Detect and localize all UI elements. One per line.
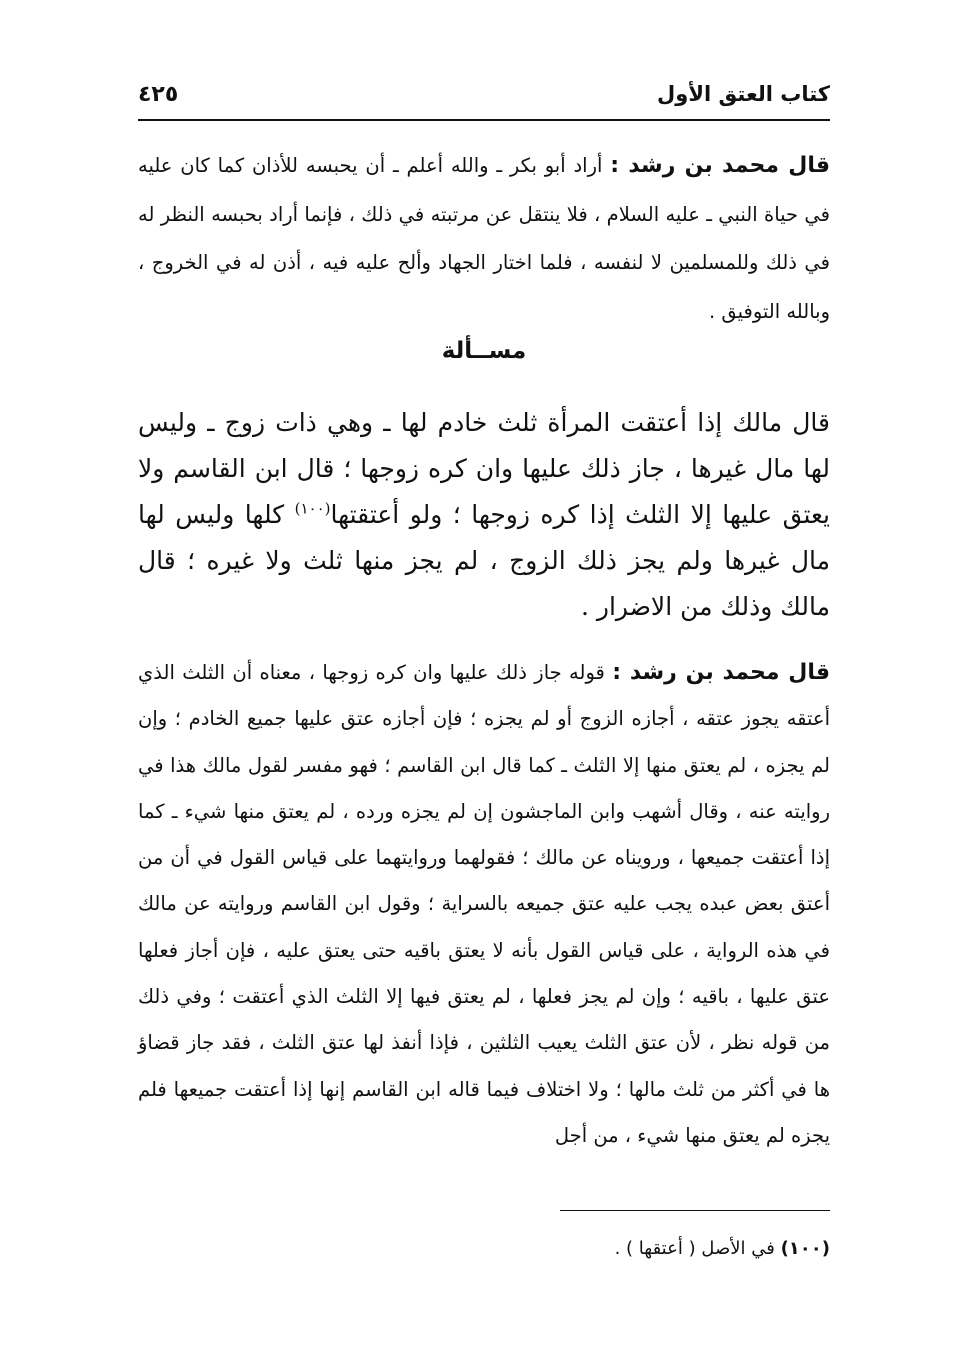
chapter-title: كتاب العتق الأول: [657, 82, 830, 106]
paragraph-text: أراد أبو بكر ـ والله أعلم ـ أن يحبسه للأذان كما كان عليه في حياة النبي ـ عليه السلام ، فلا ينتقل عن مرتبته في ذلك ، فإنما أراد بحبسه النظر له في ذلك وللمسلمين لا لنفسه ، فلما اختار الجهاد وألح عليه فيه ، أذن له في الخروج ، وبالله التوفيق .: [138, 154, 830, 323]
matn-paragraph: [138, 400, 830, 630]
page-number: ٤٢٥: [138, 82, 179, 107]
footnote-divider: [560, 1210, 830, 1211]
footnote-reference[interactable]: (١٠٠): [294, 499, 331, 518]
commentary-paragraph-2: [138, 650, 830, 1159]
header-divider: [138, 119, 830, 121]
section-heading: مســألة: [441, 338, 527, 364]
speaker-label: قال محمد بن رشد :: [612, 660, 831, 685]
paragraph-text-end: كلها وليس لها مال غيرها ولم يجز ذلك الزوج ، لم يجز منها ثلث ولا غيره ؛ قال مالك وذلك من الاضرار .: [138, 500, 830, 621]
commentary-paragraph-1: [138, 142, 830, 336]
footnote-number: (١٠٠): [780, 1238, 830, 1259]
paragraph-text-start: قال مالك إذا أعتقت المرأة ثلث خادم لها ـ وهي ذات زوج ـ وليس لها مال غيرها ، جاز ذلك عليها وان كره زوجها ؛ قال ابن القاسم ولا يعتق عليها إلا الثلث إذا كره زوجها ؛ ولو أعتقتها: [138, 408, 831, 529]
footnote: [138, 1238, 830, 1259]
running-header: [138, 78, 830, 118]
speaker-label: قال محمد بن رشد :: [610, 153, 830, 178]
paragraph-text: قوله جاز ذلك عليها وان كره زوجها ، معناه أن الثلث الذي أعتقه يجوز عتقه ، أجازه الزوج أو لم يجزه ؛ فإن أجازه عتق عليها جميع الخادم ؛ وإن لم يجزه ، لم يعتق منها إلا الثلث ـ كما قال ابن القاسم ؛ فهو مفسر لقول مالك هذا في روايته عنه ، وقال أشهب وابن الماجشون إن لم يجزه ورده ، لم يعتق منها شيء ـ كما إذا أعتقت جميعها ، ورويناه عن مالك ؛ فقولهما وروايتهما على قياس القول في أن من أعتق بعض عبده يجب عليه عتق جميعه بالسراية ؛ وقول ابن القاسم وروايته عن مالك في هذه الرواية ، على قياس القول بأنه لا يعتق باقيه حتى يعتق عليه ، فإن أجاز فعلها عتق عليها ، باقيه ؛ وإن لم يجز فعلها ، لم يعتق فيها إلا الثلث الذي أعتقت ؛ وفي ذلك من قوله نظر ، لأن عتق الثلث يعيب الثلثين ، فإذا أنفذ لها عتق الثلث ، فقد جاز قضاؤ ها في أكثر من ثلث مالها ؛ ولا اختلاف فيما قاله ابن القاسم إنها إذا أعتقت جميعها فلم يجزه لم يعتق منها شيء ، من أجل: [138, 661, 830, 1147]
footnote-text: في الأصل ( أعتقها ) .: [614, 1238, 775, 1259]
